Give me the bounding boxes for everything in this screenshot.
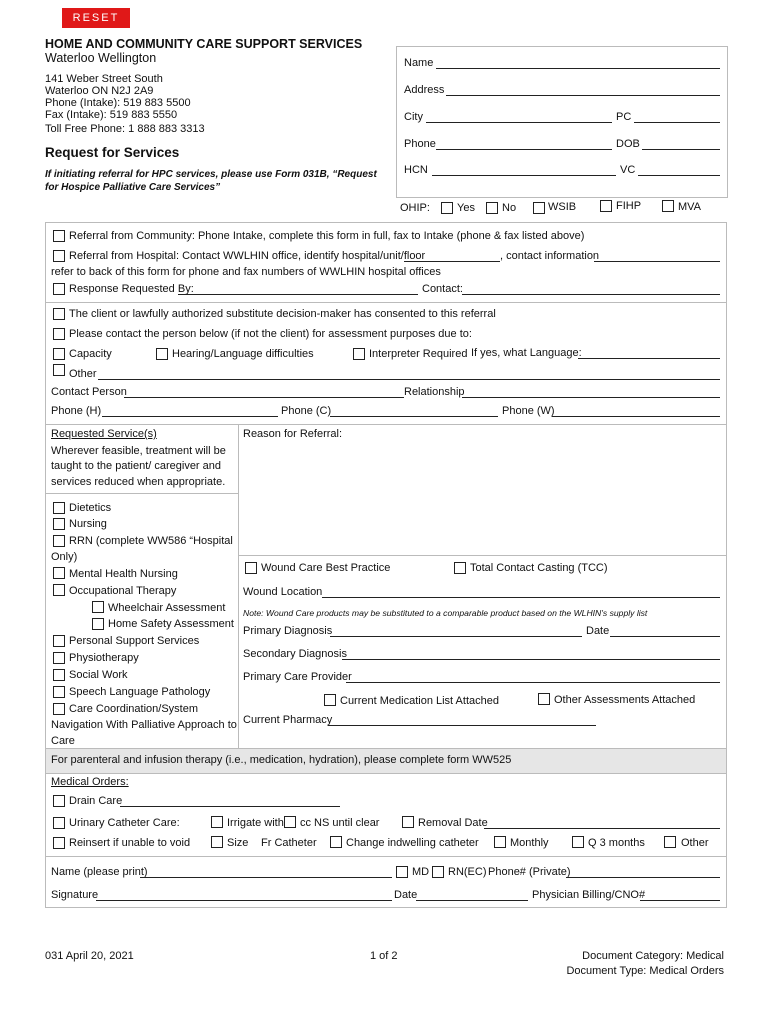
hearing-checkbox[interactable] bbox=[156, 348, 168, 360]
mental-health-label: Mental Health Nursing bbox=[69, 568, 178, 580]
ohip-yes-label: Yes bbox=[457, 202, 475, 214]
urinary-catheter-checkbox[interactable] bbox=[53, 817, 65, 829]
relationship-label: Relationship bbox=[404, 386, 465, 398]
removal-date-checkbox[interactable] bbox=[402, 816, 414, 828]
psw-checkbox[interactable] bbox=[53, 635, 65, 647]
phone-h-label: Phone (H) bbox=[51, 405, 102, 417]
capacity-checkbox[interactable] bbox=[53, 348, 65, 360]
drain-care-label: Drain Care bbox=[69, 795, 123, 807]
mental-health-checkbox[interactable] bbox=[53, 567, 65, 579]
other-reason-label: Other bbox=[69, 368, 97, 380]
irrigate-amount-box[interactable] bbox=[284, 816, 296, 828]
other-reason-field[interactable] bbox=[98, 379, 720, 380]
billing-field[interactable] bbox=[640, 900, 720, 901]
consent-label: The client or lawfully authorized substitute decision-maker has consented to this referral bbox=[69, 308, 496, 320]
consent-checkbox[interactable] bbox=[53, 308, 65, 320]
wsib-checkbox[interactable] bbox=[533, 202, 545, 214]
other-assessments-label: Other Assessments Attached bbox=[554, 694, 696, 706]
q3-months-checkbox[interactable] bbox=[572, 836, 584, 848]
interpreter-label: Interpreter Required bbox=[369, 348, 468, 360]
pc-label: PC bbox=[616, 111, 632, 123]
rrn-label: RRN (complete WW586 “Hospital bbox=[69, 535, 233, 547]
parenteral-note: For parenteral and infusion therapy (i.e., medication, hydration), please complete form WW525 bbox=[51, 754, 512, 766]
primary-diagnosis-field[interactable] bbox=[330, 636, 582, 637]
drain-care-field[interactable] bbox=[120, 806, 340, 807]
form-title: Request for Services bbox=[45, 145, 180, 160]
primary-care-provider-field[interactable] bbox=[346, 682, 720, 683]
response-requested-label: Response Requested By: bbox=[69, 283, 194, 295]
signature-date-field[interactable] bbox=[416, 900, 528, 901]
wound-location-label: Wound Location bbox=[243, 586, 323, 598]
footer-page-number: 1 of 2 bbox=[370, 950, 398, 962]
city-label: City bbox=[404, 111, 423, 123]
nursing-label: Nursing bbox=[69, 518, 107, 530]
nursing-checkbox[interactable] bbox=[53, 518, 65, 530]
cc-ns-label: cc NS until clear bbox=[300, 817, 380, 829]
current-pharmacy-label: Current Pharmacy bbox=[243, 714, 333, 726]
reinsert-label: Reinsert if unable to void bbox=[69, 837, 191, 849]
referral-community-checkbox[interactable] bbox=[53, 230, 65, 242]
dob-label: DOB bbox=[616, 138, 640, 150]
dob-field[interactable] bbox=[642, 149, 720, 150]
divider bbox=[45, 302, 727, 303]
q3-months-label: Q 3 months bbox=[588, 837, 645, 849]
toll-free-phone: Toll Free Phone: 1 888 883 3313 bbox=[45, 123, 205, 135]
contact-person-checkbox[interactable] bbox=[53, 328, 65, 340]
address-line-2: Waterloo ON N2J 2A9 bbox=[45, 85, 154, 97]
medication-list-label: Current Medication List Attached bbox=[340, 695, 499, 707]
wheelchair-checkbox[interactable] bbox=[92, 601, 104, 613]
contact-label: Contact: bbox=[422, 283, 463, 295]
home-safety-checkbox[interactable] bbox=[92, 618, 104, 630]
primary-diagnosis-label: Primary Diagnosis bbox=[243, 625, 333, 637]
contact-person-field[interactable] bbox=[124, 397, 404, 398]
mva-checkbox[interactable] bbox=[662, 200, 674, 212]
divider bbox=[238, 555, 727, 556]
other-frequency-checkbox[interactable] bbox=[664, 836, 676, 848]
contact-person-label: Contact Person bbox=[51, 386, 127, 398]
irrigate-label: Irrigate with bbox=[227, 817, 284, 829]
services-desc-line: services reduced when appropriate. bbox=[51, 476, 226, 488]
signature-date-label: Date bbox=[394, 889, 418, 901]
name-label: Name bbox=[404, 57, 434, 69]
contact-person-reason-label: Please contact the person below (if not the client) for assessment purposes due to: bbox=[69, 328, 472, 340]
language-label: If yes, what Language: bbox=[471, 347, 582, 359]
response-requested-checkbox[interactable] bbox=[53, 283, 65, 295]
wsib-label: WSIB bbox=[548, 201, 577, 213]
name-field[interactable] bbox=[436, 68, 720, 69]
relationship-field[interactable] bbox=[462, 397, 720, 398]
irrigate-checkbox[interactable] bbox=[211, 816, 223, 828]
city-field[interactable] bbox=[426, 122, 612, 123]
care-coord-label-cont: Care bbox=[51, 735, 75, 747]
referral-hospital-label: Referral from Hospital: Contact WWLHIN office, identify hospital/unit/floor bbox=[69, 250, 426, 262]
secondary-diagnosis-field[interactable] bbox=[342, 659, 720, 660]
speech-checkbox[interactable] bbox=[53, 686, 65, 698]
removal-date-field[interactable] bbox=[484, 828, 720, 829]
phone-label: Phone bbox=[404, 138, 436, 150]
rrn-label-cont: Only) bbox=[51, 551, 78, 563]
phone-h-field[interactable] bbox=[102, 416, 278, 417]
phone-w-label: Phone (W) bbox=[502, 405, 555, 417]
monthly-label: Monthly bbox=[510, 837, 549, 849]
ot-label: Occupational Therapy bbox=[69, 585, 177, 597]
response-requested-field[interactable] bbox=[178, 294, 418, 295]
capacity-label: Capacity bbox=[69, 348, 112, 360]
catheter-size-checkbox[interactable] bbox=[211, 836, 223, 848]
tcc-label: Total Contact Casting (TCC) bbox=[470, 562, 608, 574]
name-print-field[interactable] bbox=[140, 877, 392, 878]
address-label: Address bbox=[404, 84, 445, 96]
primary-care-provider-label: Primary Care Provider bbox=[243, 671, 352, 683]
phone-private-field[interactable] bbox=[566, 877, 720, 878]
ohip-yes-checkbox[interactable] bbox=[441, 202, 453, 214]
wound-location-field[interactable] bbox=[322, 597, 720, 598]
dietetics-label: Dietetics bbox=[69, 502, 112, 514]
phone-c-label: Phone (C) bbox=[281, 405, 332, 417]
care-coord-label: Care Coordination/System bbox=[69, 703, 199, 715]
hcn-label: HCN bbox=[404, 164, 428, 176]
ohip-no-label: No bbox=[502, 202, 517, 214]
fihp-label: FIHP bbox=[616, 200, 642, 212]
services-desc-line: Wherever feasible, treatment will be bbox=[51, 445, 226, 457]
md-label: MD bbox=[412, 866, 430, 878]
billing-label: Physician Billing/CNO# bbox=[532, 889, 646, 901]
name-print-label: Name (please print) bbox=[51, 866, 148, 878]
care-coord-label-cont: Navigation With Palliative Approach to bbox=[51, 719, 237, 731]
referral-community-label: Referral from Community: Phone Intake, complete this form in full, fax to Intake (phone & fax listed above) bbox=[69, 230, 585, 242]
reason-for-referral-label: Reason for Referral: bbox=[243, 428, 343, 440]
phone-private-label: Phone# (Private) bbox=[488, 866, 571, 878]
phone-field[interactable] bbox=[436, 149, 612, 150]
reinsert-checkbox[interactable] bbox=[53, 837, 65, 849]
contact-field[interactable] bbox=[462, 294, 720, 295]
speech-label: Speech Language Pathology bbox=[69, 686, 211, 698]
fr-catheter-label: Fr Catheter bbox=[261, 837, 317, 849]
wound-best-practice-label: Wound Care Best Practice bbox=[261, 562, 391, 574]
other-reason-checkbox[interactable] bbox=[53, 364, 65, 376]
diagnosis-date-label: Date bbox=[586, 625, 610, 637]
secondary-diagnosis-label: Secondary Diagnosis bbox=[243, 648, 347, 660]
refer-back-note: refer to back of this form for phone and fax numbers of WWLHIN hospital offices bbox=[51, 266, 441, 278]
reset-button[interactable]: RESET bbox=[62, 8, 130, 28]
drain-care-checkbox[interactable] bbox=[53, 795, 65, 807]
intake-phone: Phone (Intake): 519 883 5500 bbox=[45, 97, 191, 109]
phone-w-field[interactable] bbox=[552, 416, 720, 417]
address-field[interactable] bbox=[446, 95, 720, 96]
referral-hospital-checkbox[interactable] bbox=[53, 250, 65, 262]
ot-checkbox[interactable] bbox=[53, 584, 65, 596]
current-pharmacy-field[interactable] bbox=[328, 725, 596, 726]
ohip-no-checkbox[interactable] bbox=[486, 202, 498, 214]
wheelchair-label: Wheelchair Assessment bbox=[108, 602, 226, 614]
psw-label: Personal Support Services bbox=[69, 635, 200, 647]
hospital-unit-field[interactable] bbox=[404, 261, 500, 262]
footer-form-date: 031 April 20, 2021 bbox=[45, 950, 134, 962]
physio-checkbox[interactable] bbox=[53, 652, 65, 664]
contact-info-field[interactable] bbox=[594, 261, 720, 262]
signature-field[interactable] bbox=[96, 900, 392, 901]
divider bbox=[45, 493, 239, 494]
footer-document-category: Document Category: Medical bbox=[582, 950, 724, 962]
vc-field[interactable] bbox=[638, 175, 720, 176]
footer-document-type: Document Type: Medical Orders bbox=[566, 965, 724, 977]
address-line-1: 141 Weber Street South bbox=[45, 73, 163, 85]
wound-products-note: Note: Wound Care products may be substituted to a comparable product based on the WLHIN's supply list bbox=[243, 608, 648, 618]
vc-label: VC bbox=[620, 164, 636, 176]
mva-label: MVA bbox=[678, 201, 702, 213]
monthly-checkbox[interactable] bbox=[494, 836, 506, 848]
medication-list-checkbox[interactable] bbox=[324, 694, 336, 706]
divider bbox=[45, 856, 727, 857]
divider bbox=[238, 424, 239, 748]
language-field[interactable] bbox=[578, 358, 720, 359]
other-frequency-label: Other bbox=[681, 837, 709, 849]
intake-fax: Fax (Intake): 519 883 5550 bbox=[45, 109, 178, 121]
ohip-label: OHIP: bbox=[400, 202, 430, 214]
requested-services-heading: Requested Service(s) bbox=[51, 428, 157, 440]
contact-info-label: , contact information bbox=[500, 250, 600, 262]
tcc-checkbox[interactable] bbox=[454, 562, 466, 574]
catheter-size-label: Size bbox=[227, 837, 249, 849]
services-desc-line: taught to the patient/ caregiver and bbox=[51, 460, 222, 472]
home-safety-label: Home Safety Assessment bbox=[108, 618, 234, 630]
rn-ec-checkbox[interactable] bbox=[432, 866, 444, 878]
phone-c-field[interactable] bbox=[330, 416, 498, 417]
hearing-label: Hearing/Language difficulties bbox=[172, 348, 314, 360]
org-subtitle: Waterloo Wellington bbox=[45, 51, 157, 65]
medical-orders-heading: Medical Orders: bbox=[51, 776, 129, 788]
rn-ec-label: RN(EC) bbox=[448, 866, 487, 878]
org-title: HOME AND COMMUNITY CARE SUPPORT SERVICES bbox=[45, 37, 363, 51]
social-work-label: Social Work bbox=[69, 669, 128, 681]
removal-date-label: Removal Date bbox=[418, 817, 488, 829]
hcn-field[interactable] bbox=[432, 175, 616, 176]
change-catheter-label: Change indwelling catheter bbox=[346, 837, 479, 849]
change-catheter-checkbox[interactable] bbox=[330, 836, 342, 848]
interpreter-checkbox[interactable] bbox=[353, 348, 365, 360]
physio-label: Physiotherapy bbox=[69, 652, 139, 664]
fihp-checkbox[interactable] bbox=[600, 200, 612, 212]
diagnosis-date-field[interactable] bbox=[610, 636, 720, 637]
care-coord-checkbox[interactable] bbox=[53, 703, 65, 715]
wound-best-practice-checkbox[interactable] bbox=[245, 562, 257, 574]
divider bbox=[45, 424, 727, 425]
urinary-catheter-label: Urinary Catheter Care: bbox=[69, 817, 180, 829]
signature-label: Signature bbox=[51, 889, 99, 901]
other-assessments-checkbox[interactable] bbox=[538, 693, 550, 705]
social-work-checkbox[interactable] bbox=[53, 669, 65, 681]
md-checkbox[interactable] bbox=[396, 866, 408, 878]
dietetics-checkbox[interactable] bbox=[53, 502, 65, 514]
pc-field[interactable] bbox=[634, 122, 720, 123]
hpc-note: If initiating referral for HPC services, please use Form 031B, “Request for Hospice Palliative Care Services” bbox=[45, 169, 377, 193]
rrn-checkbox[interactable] bbox=[53, 535, 65, 547]
